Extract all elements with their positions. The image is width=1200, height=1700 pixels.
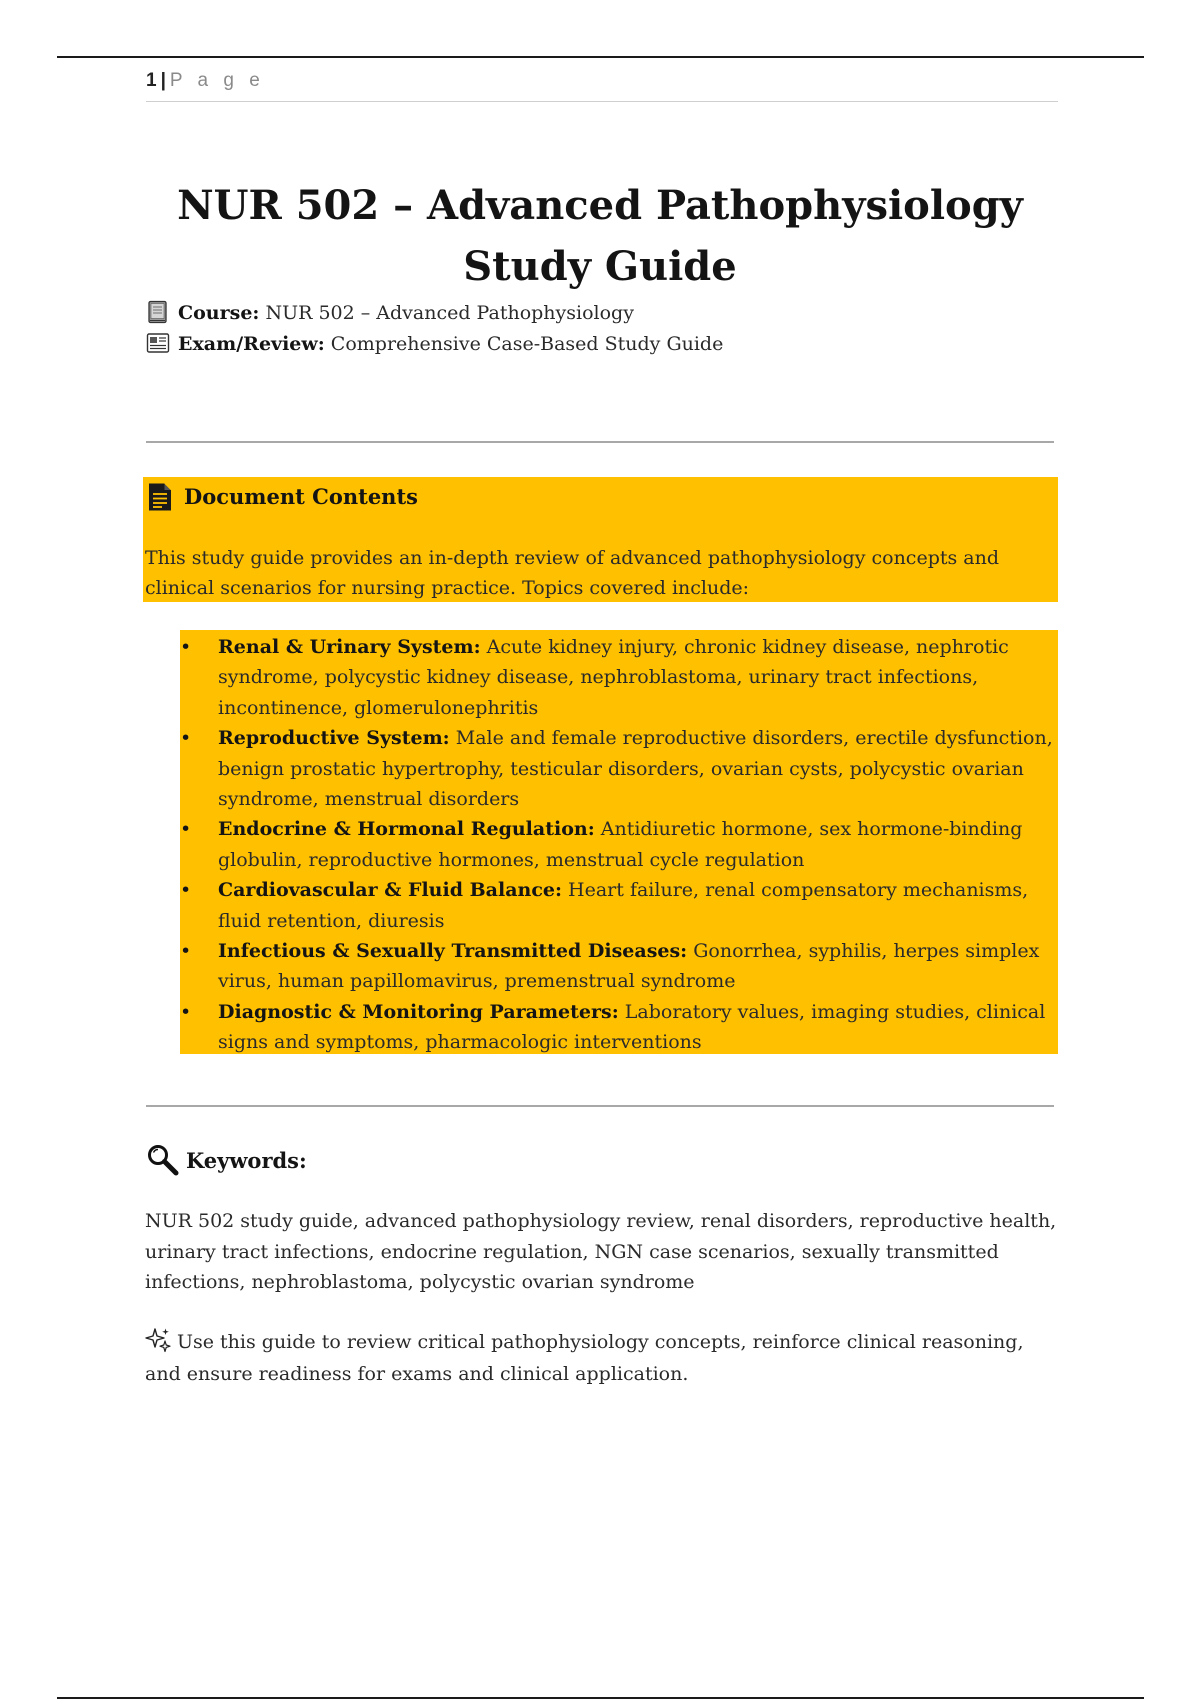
closing-text: Use this guide to review critical pathophysiology concepts, reinforce clinical reasoning, and ensure readiness for exams and clinical application.: [145, 1331, 1024, 1385]
course-row: [146, 298, 1066, 329]
book-icon: [146, 300, 170, 324]
topic-item: [180, 875, 1058, 936]
course-label: Course:: [178, 302, 260, 324]
topic-item: [180, 814, 1058, 875]
keywords-heading: [146, 1143, 307, 1177]
topic-text: Acute kidney injury, chronic kidney disease, nephrotic syndrome, polycystic kidney disease, nephroblastoma, urinary tract infections, incontinence, glomerulonephritis: [218, 636, 1009, 719]
document-icon: [146, 482, 174, 512]
topic-text: Heart failure, renal compensatory mechanisms, fluid retention, diuresis: [218, 879, 1029, 932]
page-label: P a g e: [169, 70, 265, 91]
section-divider: [146, 1105, 1054, 1107]
newspaper-icon: [146, 331, 170, 355]
topic-text: Laboratory values, imaging studies, clinical signs and symptoms, pharmacologic interventions: [218, 1000, 1046, 1054]
topic-item: [180, 997, 1058, 1058]
keywords-text: NUR 502 study guide, advanced pathophysiology review, renal disorders, reproductive health, urinary tract infections, endocrine regulation, NGN case scenarios, sexually transmitted infections, nephroblastoma, polycystic ovarian syndrome: [145, 1210, 1057, 1293]
topic-text: Antidiuretic hormone, sex hormone-binding globulin, reproductive hormones, menstrual cycle regulation: [218, 818, 1023, 871]
contents-intro: This study guide provides an in-depth review of advanced pathophysiology concepts and clinical scenarios for nursing practice. Topics covered include:: [145, 547, 1000, 599]
sparkles-icon: [145, 1327, 171, 1353]
topic-item: [180, 723, 1058, 814]
keywords-heading-text: Keywords:: [186, 1148, 307, 1173]
contents-heading-text: Document Contents: [184, 484, 418, 509]
exam-row: [146, 329, 1066, 360]
topic-label: Reproductive System:: [218, 727, 450, 750]
top-page-border: [57, 56, 1144, 58]
section-divider: [146, 441, 1054, 443]
exam-value: Comprehensive Case-Based Study Guide: [324, 333, 724, 355]
topic-label: Renal & Urinary System:: [218, 636, 481, 658]
page-separator: |: [160, 70, 166, 91]
topic-label: Diagnostic & Monitoring Parameters:: [218, 1000, 619, 1023]
document-title: NUR 502 – Advanced Pathophysiology Study Guide: [177, 181, 1023, 290]
topics-list: [180, 632, 1058, 1058]
topic-text: Gonorrhea, syphilis, herpes simplex virus, human papillomavirus, premenstrual syndrome: [218, 940, 1040, 993]
contents-heading: [146, 482, 418, 512]
page-header: [146, 70, 1058, 102]
page-number: 1: [146, 70, 157, 91]
closing-note: [145, 1326, 1065, 1390]
course-meta: [146, 298, 1066, 360]
course-value: NUR 502 – Advanced Pathophysiology: [259, 302, 634, 324]
topic-label: Cardiovascular & Fluid Balance:: [218, 879, 562, 902]
topic-label: Infectious & Sexually Transmitted Diseases:: [218, 940, 688, 963]
exam-label: Exam/Review:: [178, 333, 325, 355]
topic-text: Male and female reproductive disorders, erectile dysfunction, benign prostatic hypertrophy, testicular disorders, ovarian cysts, polycystic ovarian syndrome, menstrual disorders: [218, 727, 1053, 811]
bottom-page-border: [57, 1697, 1144, 1699]
topic-item: [180, 632, 1058, 723]
topic-item: [180, 936, 1058, 997]
magnifier-icon: [146, 1143, 180, 1177]
topic-label: Endocrine & Hormonal Regulation:: [218, 818, 595, 841]
